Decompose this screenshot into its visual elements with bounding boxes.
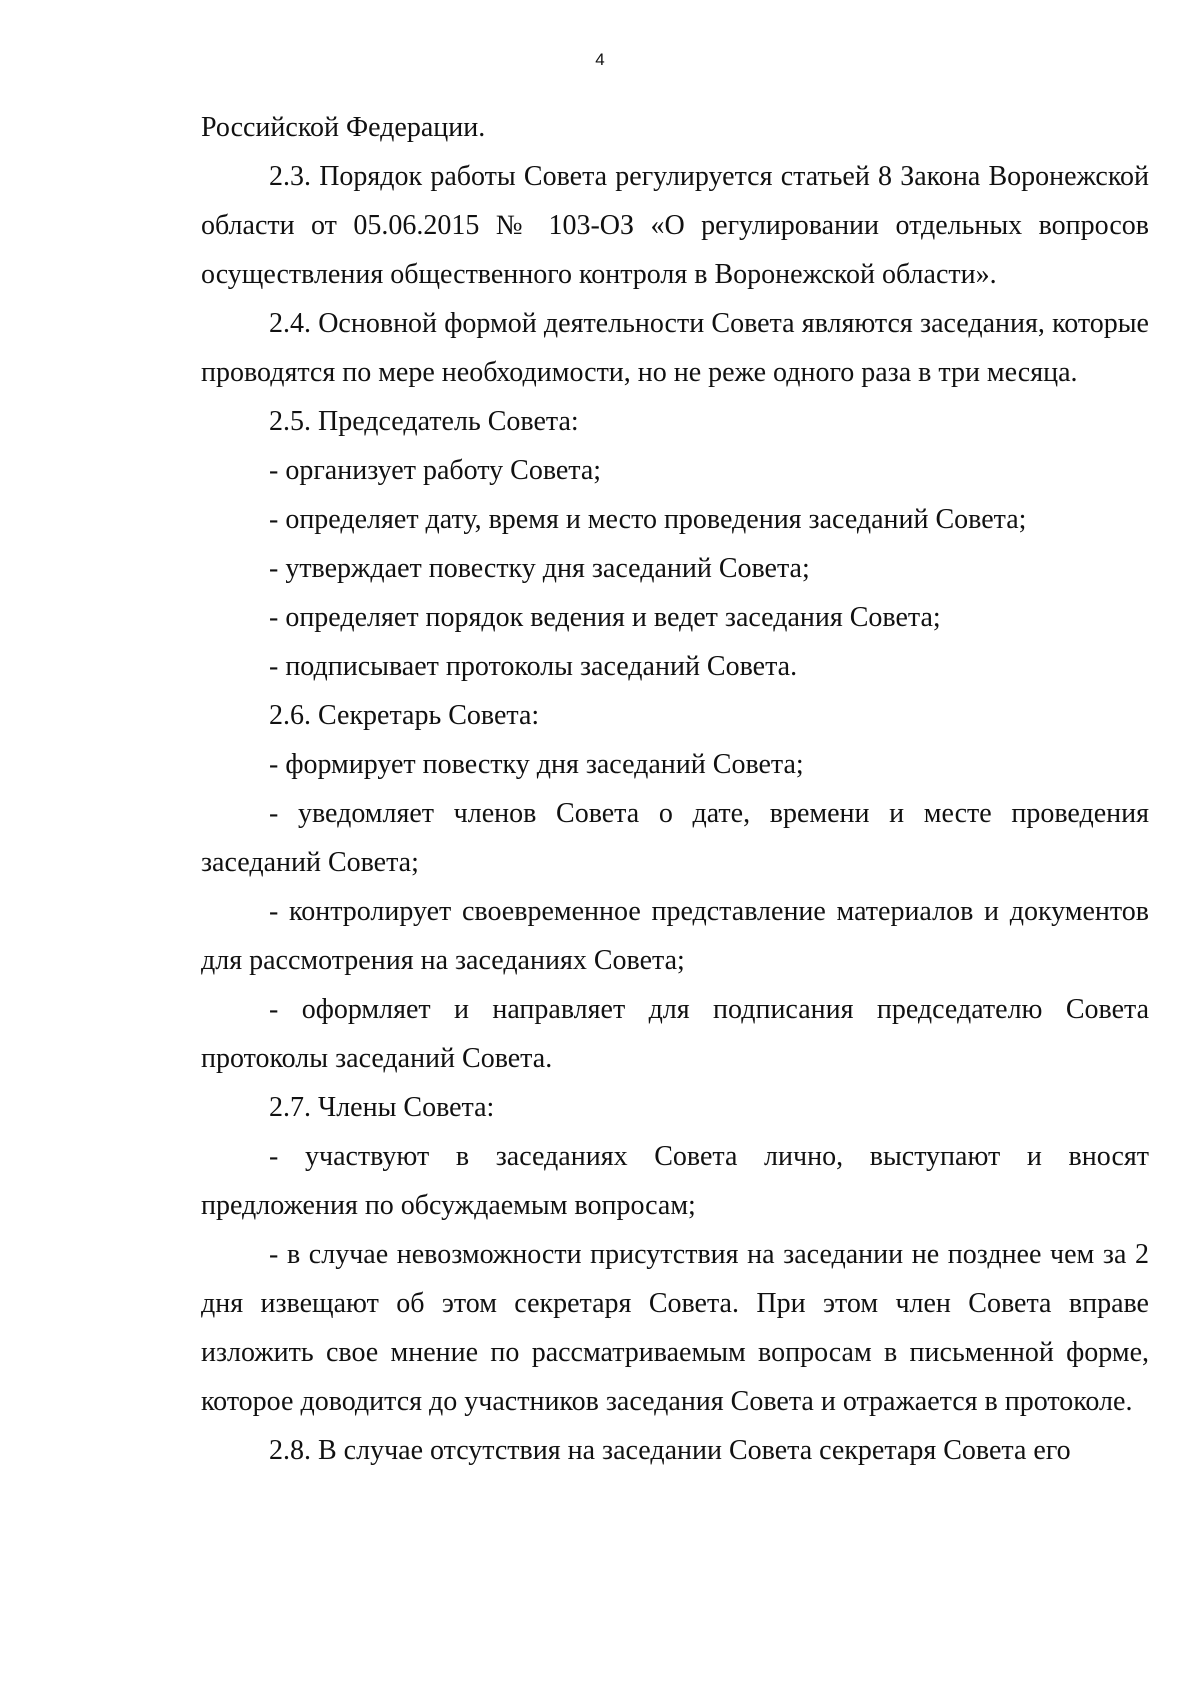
paragraph-2-5-heading: 2.5. Председатель Совета: bbox=[269, 406, 579, 437]
paragraph-2-4: 2.4. Основной формой деятельности Совета являются заседания, которые проводятся по мере необходимости, но не реже одного раза в три месяца. bbox=[201, 308, 1149, 388]
list-item: - уведомляет членов Совета о дате, времени и месте проведения заседаний Совета; bbox=[201, 798, 1149, 878]
paragraph-2-8: 2.8. В случае отсутствия на заседании Совета секретаря Совета его bbox=[269, 1435, 1071, 1466]
document-body bbox=[201, 103, 1149, 1475]
page-number: 4 bbox=[595, 50, 605, 69]
paragraph-2-7-heading: 2.7. Члены Совета: bbox=[269, 1092, 495, 1123]
list-item: - в случае невозможности присутствия на заседании не позднее чем за 2 дня извещают об этом секретаря Совета. При этом член Совета вправе изложить свое мнение по рассматриваемым вопросам в письменной форме, которое доводится до участников заседания Совета и отражается в протоколе. bbox=[201, 1239, 1149, 1417]
list-item: - утверждает повестку дня заседаний Совета; bbox=[269, 553, 810, 584]
list-item: - организует работу Совета; bbox=[269, 455, 602, 486]
list-item: - определяет дату, время и место проведения заседаний Совета; bbox=[269, 504, 1027, 535]
paragraph-continuation: Российской Федерации. bbox=[201, 112, 486, 143]
list-item: - участвуют в заседаниях Совета лично, выступают и вносят предложения по обсуждаемым вопросам; bbox=[201, 1141, 1149, 1221]
list-item: - оформляет и направляет для подписания председателю Совета протоколы заседаний Совета. bbox=[201, 994, 1149, 1074]
list-item: - формирует повестку дня заседаний Совета; bbox=[269, 749, 804, 780]
list-item: - определяет порядок ведения и ведет заседания Совета; bbox=[269, 602, 941, 633]
list-item: - контролирует своевременное представление материалов и документов для рассмотрения на заседаниях Совета; bbox=[201, 896, 1149, 976]
paragraph-2-3: 2.3. Порядок работы Совета регулируется статьей 8 Закона Воронежской области от 05.06.2015 № 103-ОЗ «О регулировании отдельных вопросов осуществления общественного контроля в Воронежской области». bbox=[201, 161, 1149, 290]
paragraph-2-6-heading: 2.6. Секретарь Совета: bbox=[269, 700, 540, 731]
list-item: - подписывает протоколы заседаний Совета. bbox=[269, 651, 798, 682]
